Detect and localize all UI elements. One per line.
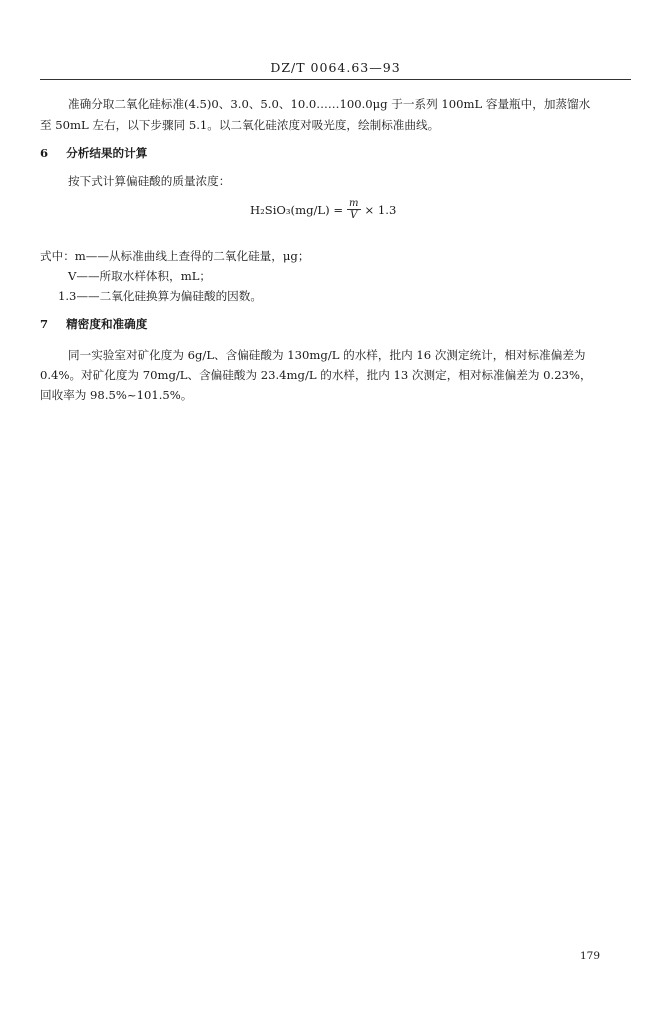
formula bbox=[250, 198, 396, 221]
where-line-v: V——所取水样体积，mL； bbox=[68, 269, 212, 283]
where-line-m: 式中：m——从标准曲线上查得的二氧化硅量，μg； bbox=[40, 249, 310, 263]
where-line-factor: 1.3——二氧化硅换算为偏硅酸的因数。 bbox=[58, 289, 262, 303]
standard-header: DZ/T 0064.63—93 bbox=[270, 60, 401, 75]
precision-line-1: 同一实验室对矿化度为 6g/L、含偏硅酸为 130mg/L 的水样，批内 16 次测定统计，相对标准偏差为 bbox=[68, 348, 586, 362]
page-number: 179 bbox=[580, 950, 601, 962]
formula-rhs: × 1.3 bbox=[364, 202, 397, 217]
intro-line-1: 准确分取二氧化硅标准(4.5)0、3.0、5.0、10.0……100.0μg 于一系列 100mL 容量瓶中，加蒸馏水 bbox=[68, 97, 591, 111]
formula-numerator: m bbox=[349, 198, 359, 209]
section-7-heading bbox=[40, 314, 147, 334]
formula-denominator: V bbox=[350, 210, 358, 221]
section-7-title: 精密度和准确度 bbox=[66, 317, 148, 331]
intro-line-2: 至 50mL 左右，以下步骤同 5.1。以二氧化硅浓度对吸光度，绘制标准曲线。 bbox=[40, 118, 440, 132]
precision-line-2: 0.4%。对矿化度为 70mg/L、含偏硅酸为 23.4mg/L 的水样，批内 13 次测定，相对标准偏差为 0.23%， bbox=[40, 368, 592, 382]
header-rule bbox=[40, 79, 631, 80]
section-6-heading bbox=[40, 143, 147, 163]
section-6-title: 分析结果的计算 bbox=[66, 146, 148, 160]
formula-fraction bbox=[347, 198, 360, 221]
precision-line-3: 回收率为 98.5%~101.5%。 bbox=[40, 388, 193, 402]
calc-intro: 按下式计算偏硅酸的质量浓度： bbox=[68, 174, 231, 188]
section-7-number: 7 bbox=[40, 317, 49, 331]
section-6-number: 6 bbox=[40, 146, 49, 160]
formula-lhs: H₂SiO₃(mg/L) = bbox=[250, 202, 344, 217]
